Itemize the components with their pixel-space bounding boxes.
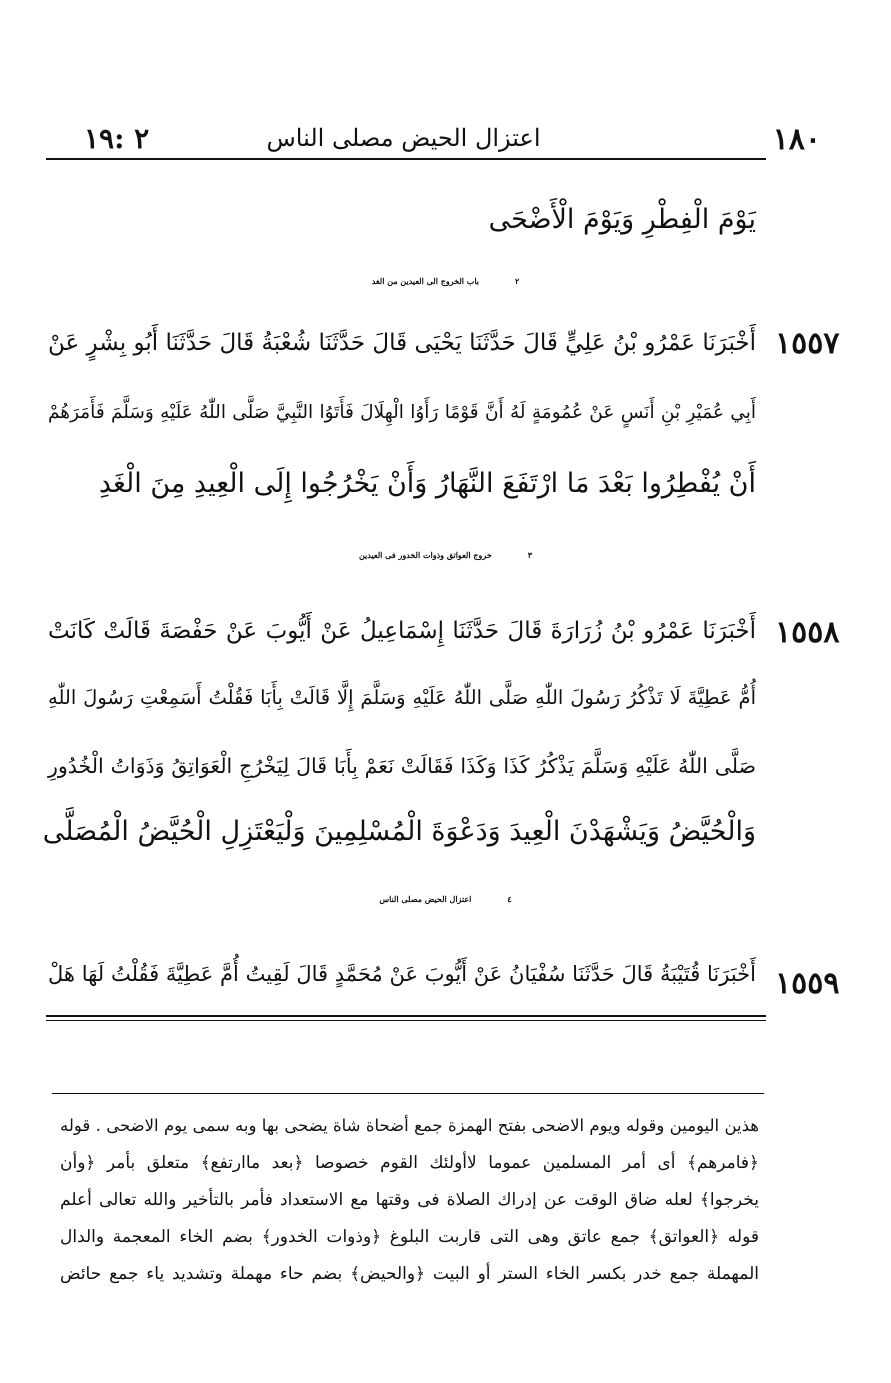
hadith-number: ١٥٥٩ <box>775 966 840 1001</box>
hadith-number: ١٥٥٨ <box>775 615 840 650</box>
header-rule <box>46 158 766 160</box>
hadith-line: أَخْبَرَنَا عَمْرُو بْنُ زُرَارَةَ قَالَ حَدَّثَنَا إِسْمَاعِيلُ عَنْ أَيُّوبَ عَنْ حَفْصَةَ قَالَتْ كَانَتْ <box>48 618 756 644</box>
note-line: هذين اليومين وقوله ويوم الاضحى بفتح الهمزة جمع أضحاة شاة يضحى بها وبه سمى يوم الاضحى . قوله <box>60 1116 759 1135</box>
page-number: ١٨٠ <box>772 122 821 157</box>
hadith-line: أَبِي عُمَيْرِ بْنِ أَنَسٍ عَنْ عُمُومَةٍ لَهُ أَنَّ قَوْمًا رَأَوُا الْهِلَالَ فَأَتَوُا النَّبِيَّ صَلَّى اللّٰهُ عَلَيْهِ وَسَلَّمَ فَأَمَرَهُمْ <box>48 402 756 423</box>
chapter-number: ٤ <box>507 894 512 904</box>
notes-rule <box>52 1093 764 1094</box>
text-end-rule-thin <box>46 1020 766 1021</box>
chapter-title: خروج العواتق وذوات الخدور فى العيدين <box>358 550 492 560</box>
intro-line: يَوْمَ الْفِطْرِ وَيَوْمَ الْأَضْحَى <box>488 204 756 235</box>
chapter-heading-2 <box>0 276 891 286</box>
chapter-title: اعتزال الحيض مصلى الناس <box>379 894 472 904</box>
note-line: المهملة جمع خدر بكسر الخاء الستر أو البيت ﴿والحيض﴾ بضم حاء مهملة وتشديد ياء جمع حائض <box>60 1264 760 1284</box>
hadith-number: ١٥٥٧ <box>775 326 840 361</box>
chapter-number: ٣ <box>527 550 533 560</box>
hadith-line: صَلَّى اللّٰهُ عَلَيْهِ وَسَلَّمَ يَذْكُرُ كَذَا وَكَذَا فَقَالَتْ نَعَمْ بِأَبَا قَالَ لِيَخْرُجِ الْعَوَاتِقُ وَذَوَاتُ الْخُدُورِ <box>48 754 756 778</box>
hadith-line: أُمُّ عَطِيَّةَ لَا تَذْكُرُ رَسُولَ اللّٰهِ صَلَّى اللّٰهُ عَلَيْهِ وَسَلَّمَ إِلَّا قَالَتْ بِأَبَا فَقُلْتُ أَسَمِعْتِ رَسُولَ اللّٰهِ <box>48 686 756 709</box>
note-line: يخرجوا﴾ لعله ضاق الوقت عن إدراك الصلاة فى وقتها مع الاستعداد فأمر بالتأخير والله تعالى أعلم <box>60 1190 759 1210</box>
section-reference: ٢ :١٩ <box>84 122 150 155</box>
hadith-line: أَخْبَرَنَا عَمْرُو بْنُ عَلِيٍّ قَالَ حَدَّثَنَا يَحْيَى قَالَ حَدَّثَنَا شُعْبَةُ قَالَ حَدَّثَنَا أَبُو بِشْرٍ عَنْ <box>48 330 756 356</box>
running-title: اعتزال الحيض مصلى الناس <box>266 124 541 152</box>
text-end-rule <box>46 1015 766 1017</box>
chapter-title: باب الخروج الى العيدين من الغد <box>371 276 479 286</box>
chapter-number: ٢ <box>514 276 520 286</box>
hadith-line: أَخْبَرَنَا قُتَيْبَةُ قَالَ حَدَّثَنَا سُفْيَانُ عَنْ أَيُّوبَ عَنْ مُحَمَّدٍ قَالَ لَقِيتُ أُمَّ عَطِيَّةَ فَقُلْتُ لَهَا هَلْ <box>48 962 756 986</box>
note-line: ﴿فامرهم﴾ أى أمر المسلمين عموما لاأولئك القوم خصوصا ﴿بعد ماارتفع﴾ متعلق بأمر ﴿وأن <box>60 1153 759 1173</box>
chapter-heading-4 <box>0 894 891 904</box>
hadith-line: أَنْ يُفْطِرُوا بَعْدَ مَا ارْتَفَعَ النَّهَارُ وَأَنْ يَخْرُجُوا إِلَى الْعِيدِ مِنَ الْغَدِ <box>98 468 756 499</box>
hadith-line: وَالْحُيَّضُ وَيَشْهَدْنَ الْعِيدَ وَدَعْوَةَ الْمُسْلِمِينَ وَلْيَعْتَزِلِ الْحُيَّضُ الْمُصَلَّى <box>42 816 756 847</box>
chapter-heading-3 <box>0 550 891 560</box>
note-line: قوله ﴿العواتق﴾ جمع عاتق وهى التى قاربت البلوغ ﴿وذوات الخدور﴾ بضم الخاء المعجمة والدال <box>60 1227 759 1247</box>
